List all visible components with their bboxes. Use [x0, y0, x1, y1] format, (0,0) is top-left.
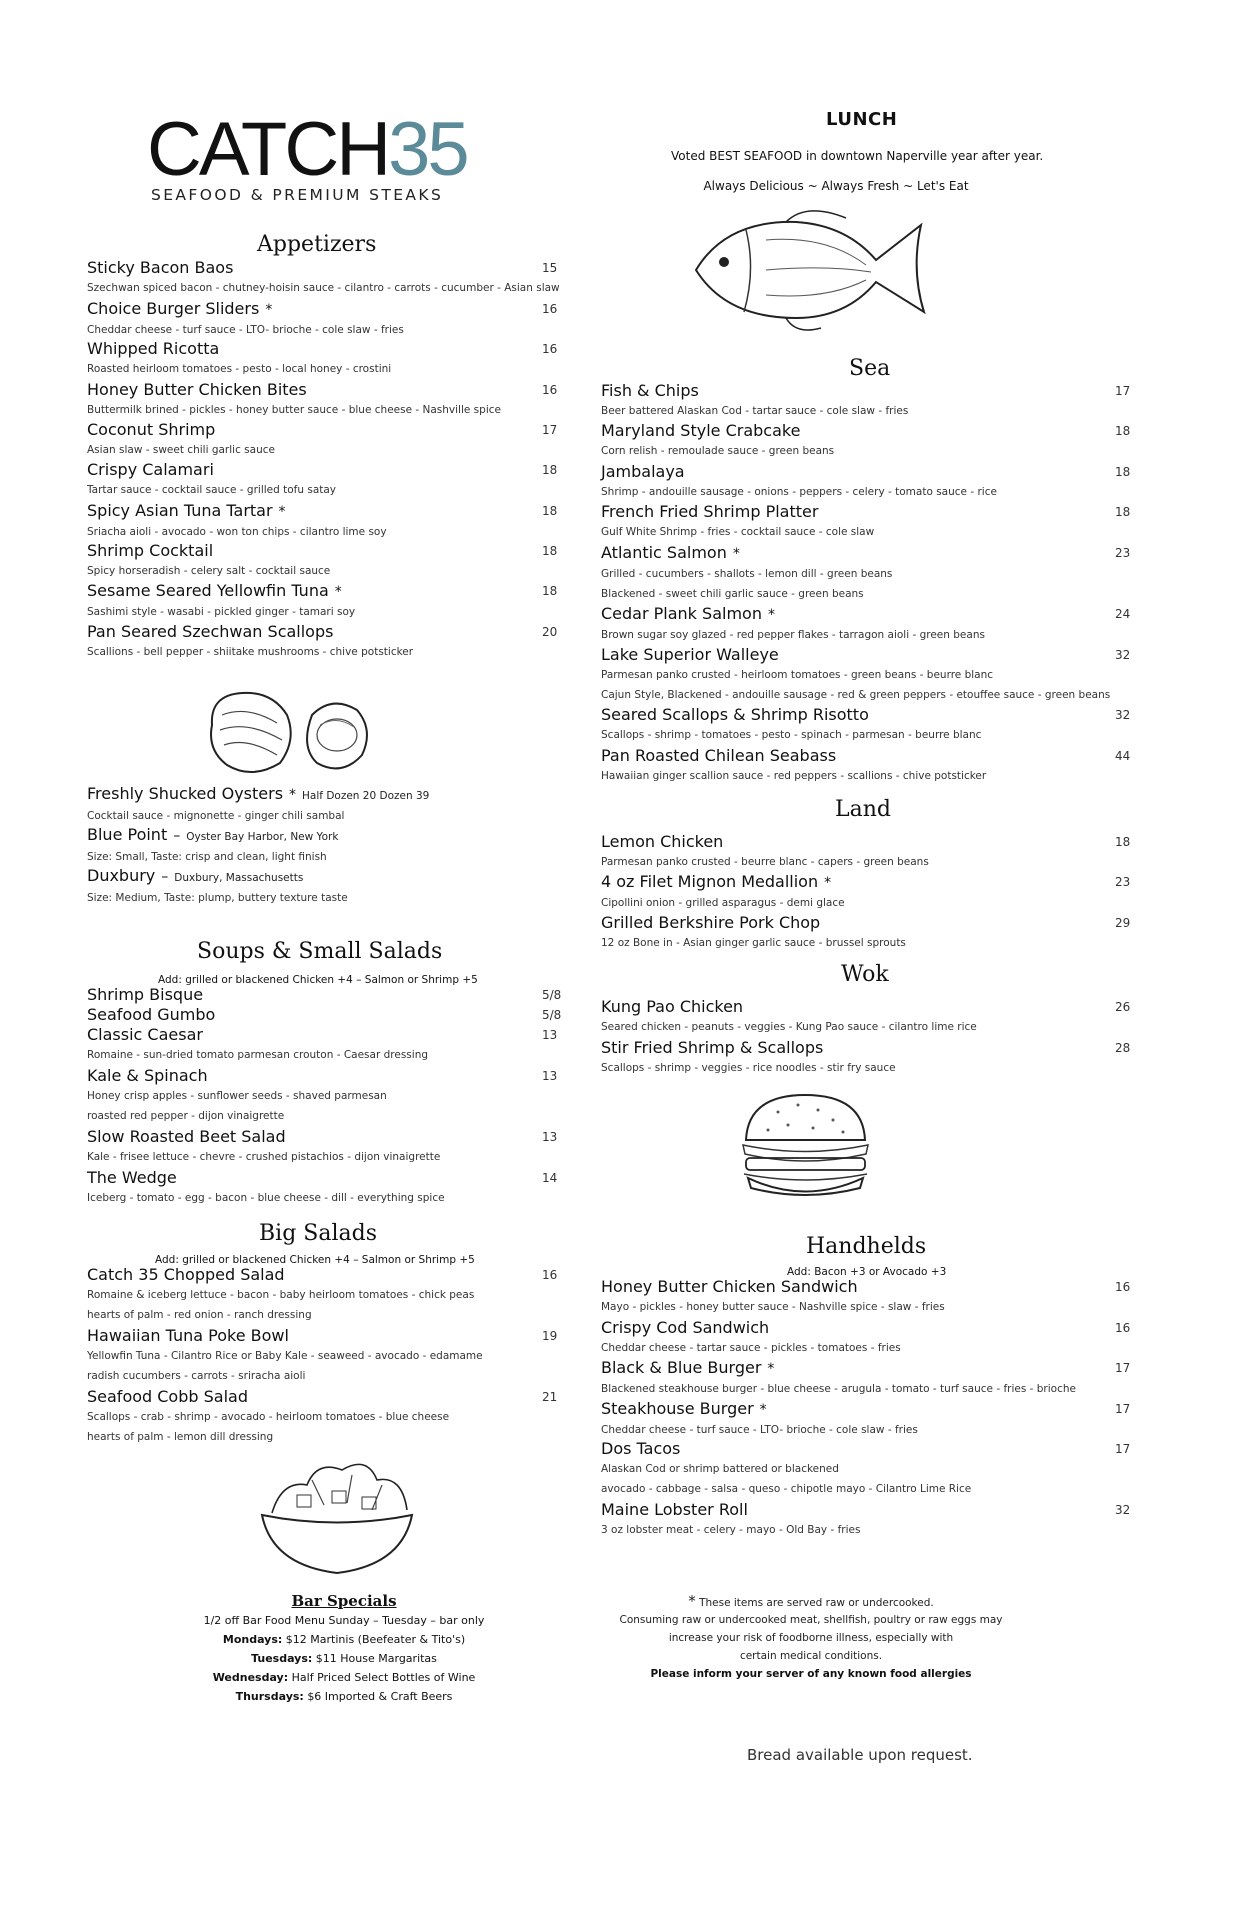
menu-item-name: French Fried Shrimp Platter — [601, 502, 819, 521]
menu-item-price: 17 — [1115, 1361, 1131, 1375]
menu-item — [601, 1399, 1131, 1440]
menu-item — [87, 1387, 587, 1447]
menu-item-name: Atlantic Salmon * — [601, 543, 740, 562]
menu-item-marker: * — [759, 1402, 767, 1418]
menu-item — [601, 705, 1131, 745]
menu-item-price: 5/8 — [542, 1008, 562, 1022]
menu-item-name: Grilled Berkshire Pork Chop — [601, 913, 821, 932]
menu-item-name: Lemon Chicken — [601, 832, 724, 851]
menu-item-name: Stir Fried Shrimp & Scallops — [601, 1038, 824, 1057]
menu-item-name: Crispy Cod Sandwich — [601, 1318, 770, 1337]
menu-item — [87, 460, 587, 500]
menu-item — [87, 299, 587, 340]
menu-item-description: Brown sugar soy glazed - red pepper flakes - tarragon aioli - green beans — [601, 629, 985, 641]
menu-item — [601, 421, 1131, 461]
sea-title: Sea — [849, 356, 891, 381]
menu-item — [601, 746, 1131, 786]
menu-item-description: hearts of palm - red onion - ranch dressing — [87, 1309, 312, 1321]
menu-item-price: 13 — [542, 1130, 558, 1144]
menu-item-description: Gulf White Shrimp - fries - cocktail sauce - cole slaw — [601, 526, 875, 538]
menu-item-description: Cheddar cheese - tartar sauce - pickles - tomatoes - fries — [601, 1342, 901, 1354]
menu-item-description: Romaine - sun-dried tomato parmesan crouton - Caesar dressing — [87, 1049, 429, 1061]
menu-item-price: 19 — [542, 1329, 558, 1343]
menu-item-price: 16 — [1115, 1321, 1131, 1335]
menu-item-price: 18 — [542, 463, 558, 477]
logo: CATCH35 — [147, 107, 467, 192]
menu-item-name: Spicy Asian Tuna Tartar * — [87, 501, 286, 520]
menu-item-description: Yellowfin Tuna - Cilantro Rice or Baby Kale - seaweed - avocado - edamame — [87, 1350, 483, 1362]
menu-item — [87, 339, 587, 379]
menu-item-name: Maryland Style Crabcake — [601, 421, 801, 440]
menu-item-description: Cheddar cheese - turf sauce - LTO- brioche - cole slaw - fries — [601, 1424, 918, 1436]
menu-item-name: Classic Caesar — [87, 1025, 203, 1044]
menu-item-name: Honey Butter Chicken Sandwich — [601, 1277, 858, 1296]
menu-item — [87, 420, 587, 460]
menu-item-price: 29 — [1115, 916, 1131, 930]
menu-item-description: Cipollini onion - grilled asparagus - demi glace — [601, 897, 845, 909]
menu-item-description: hearts of palm - lemon dill dressing — [87, 1431, 274, 1443]
menu-item-description: Blackened - sweet chili garlic sauce - green beans — [601, 588, 864, 600]
menu-item-price: 28 — [1115, 1041, 1131, 1055]
menu-item-price: 18 — [542, 544, 558, 558]
menu-item-description: Scallops - shrimp - veggies - rice noodles - stir fry sauce — [601, 1062, 896, 1074]
menu-item-description: Alaskan Cod or shrimp battered or blackened — [601, 1463, 839, 1475]
menu-item-name: The Wedge — [87, 1168, 177, 1187]
menu-item — [601, 502, 1131, 542]
menu-item-name: Duxbury – Duxbury, Massachusetts — [87, 866, 304, 885]
menu-item — [87, 380, 587, 420]
menu-item-description: Roasted heirloom tomatoes - pesto - local honey - crostini — [87, 363, 392, 375]
menu-item-description: Grilled - cucumbers - shallots - lemon dill - green beans — [601, 568, 893, 580]
menu-item — [601, 604, 1131, 645]
menu-item-description: Szechwan spiced bacon - chutney-hoisin sauce - cilantro - carrots - cucumber - Asian slaw — [87, 282, 560, 294]
menu-item-description: Cocktail sauce - mignonette - ginger chili sambal — [87, 810, 345, 822]
menu-item-price: 16 — [542, 302, 558, 316]
menu-item — [601, 462, 1131, 502]
menu-item-name: Choice Burger Sliders * — [87, 299, 273, 318]
menu-item-name: Seafood Gumbo — [87, 1005, 216, 1024]
menu-item — [601, 832, 1131, 872]
salad-bowl-illustration-icon — [252, 1455, 422, 1580]
menu-item — [87, 501, 587, 542]
menu-item-name: Dos Tacos — [601, 1439, 681, 1458]
menu-item-marker: * — [289, 787, 297, 803]
menu-item-name: Kung Pao Chicken — [601, 997, 744, 1016]
menu-item-name: Freshly Shucked Oysters * Half Dozen 20 Dozen 39 — [87, 784, 430, 803]
menu-item-description: Beer battered Alaskan Cod - tartar sauce - cole slaw - fries — [601, 405, 909, 417]
menu-item-description: Scallions - bell pepper - shiitake mushrooms - chive potsticker — [87, 646, 414, 658]
menu-item — [601, 1439, 1131, 1499]
menu-item-marker: – — [161, 869, 169, 885]
menu-item-name: Jambalaya — [601, 462, 685, 481]
menu-item — [87, 1168, 587, 1208]
menu-item-name: Black & Blue Burger * — [601, 1358, 775, 1377]
menu-item — [87, 1066, 587, 1126]
menu-item-inline-note: Oyster Bay Harbor, New York — [186, 831, 339, 843]
menu-item-description: radish cucumbers - carrots - sriracha aioli — [87, 1370, 306, 1382]
menu-item-description: Cajun Style, Blackened - andouille sausage - red & green peppers - etouffee sauce - green beans — [601, 689, 1111, 701]
menu-item-description: Seared chicken - peanuts - veggies - Kung Pao sauce - cilantro lime rice — [601, 1021, 977, 1033]
land-title: Land — [835, 797, 891, 822]
menu-item-name: Slow Roasted Beet Salad — [87, 1127, 286, 1146]
menu-item-name: Shrimp Bisque — [87, 985, 204, 1004]
menu-item-description: Cheddar cheese - turf sauce - LTO- brioche - cole slaw - fries — [87, 324, 404, 336]
disclaimer-star-icon: * — [688, 1592, 696, 1610]
handhelds-title: Handhelds — [806, 1234, 927, 1259]
menu-item-name: Catch 35 Chopped Salad — [87, 1265, 285, 1284]
bar-special-row: Thursdays: $6 Imported & Craft Beers — [235, 1690, 453, 1703]
menu-item-name: Shrimp Cocktail — [87, 541, 214, 560]
lunch-title: LUNCH — [826, 109, 898, 130]
menu-item-price: 18 — [1115, 424, 1131, 438]
menu-item-price: 24 — [1115, 607, 1131, 621]
menu-item-price: 18 — [1115, 465, 1131, 479]
menu-item-price: 17 — [1115, 384, 1131, 398]
bar-specials-line: 1/2 off Bar Food Menu Sunday – Tuesday – bar only — [203, 1614, 485, 1627]
menu-item-price: 23 — [1115, 875, 1131, 889]
menu-item-price: 32 — [1115, 1503, 1131, 1517]
fish-illustration-icon — [686, 200, 931, 340]
menu-item-price: 17 — [1115, 1442, 1131, 1456]
menu-item-marker: * — [334, 584, 342, 600]
menu-item-price: 26 — [1115, 1000, 1131, 1014]
menu-item-name: Pan Roasted Chilean Seabass — [601, 746, 837, 765]
menu-item-name: 4 oz Filet Mignon Medallion * — [601, 872, 832, 891]
menu-item-description: Corn relish - remoulade sauce - green beans — [601, 445, 835, 457]
tagline-always-fresh: Always Delicious ~ Always Fresh ~ Let's Eat — [703, 179, 969, 193]
menu-item-price: 17 — [542, 423, 558, 437]
burger-illustration-icon — [738, 1090, 873, 1200]
menu-item — [601, 1500, 1131, 1540]
menu-item-description: Tartar sauce - cocktail sauce - grilled tofu satay — [87, 484, 337, 496]
menu-item-name: Pan Seared Szechwan Scallops — [87, 622, 334, 641]
menu-item-description: Honey crisp apples - sunflower seeds - shaved parmesan — [87, 1090, 387, 1102]
menu-item-name: Honey Butter Chicken Bites — [87, 380, 307, 399]
wok-title: Wok — [841, 962, 889, 987]
menu-item-name: Seafood Cobb Salad — [87, 1387, 248, 1406]
menu-item — [601, 872, 1131, 913]
menu-item-name: Cedar Plank Salmon * — [601, 604, 775, 623]
menu-item-inline-note: Half Dozen 20 Dozen 39 — [302, 790, 430, 802]
menu-item-price: 32 — [1115, 648, 1131, 662]
big-salads-title: Big Salads — [259, 1221, 377, 1246]
menu-item — [87, 1005, 587, 1025]
menu-item — [87, 581, 587, 622]
menu-item-description: Parmesan panko crusted - beurre blanc - capers - green beans — [601, 856, 929, 868]
menu-item-description: Romaine & iceberg lettuce - bacon - baby heirloom tomatoes - chick peas — [87, 1289, 475, 1301]
menu-item — [87, 622, 587, 662]
menu-item-price: 23 — [1115, 546, 1131, 560]
menu-item-description: Asian slaw - sweet chili garlic sauce — [87, 444, 275, 456]
menu-item — [87, 1265, 587, 1325]
menu-item — [601, 381, 1131, 421]
menu-item — [87, 1127, 587, 1167]
menu-item-description: Size: Medium, Taste: plump, buttery texture taste — [87, 892, 348, 904]
raw-food-disclaimer: * These items are served raw or undercooked. Consuming raw or undercooked meat, shellfish, poultry or raw eggs may increase your risk of foodborne illness, especially with certain medical conditions. Please inform your server of any known food allergies — [619, 1592, 1003, 1680]
menu-item-price: 18 — [1115, 505, 1131, 519]
logo-subtitle: SEAFOOD & PREMIUM STEAKS — [151, 186, 444, 204]
soups-note: Add: grilled or blackened Chicken +4 – Salmon or Shrimp +5 — [158, 974, 478, 986]
menu-item-name: Lake Superior Walleye — [601, 645, 779, 664]
menu-item-price: 18 — [542, 504, 558, 518]
menu-item-description: Buttermilk brined - pickles - honey butter sauce - blue cheese - Nashville spice — [87, 404, 501, 416]
menu-item-description: Iceberg - tomato - egg - bacon - blue cheese - dill - everything spice — [87, 1192, 445, 1204]
menu-item-name: Kale & Spinach — [87, 1066, 208, 1085]
menu-item-price: 16 — [542, 383, 558, 397]
menu-item-price: 21 — [542, 1390, 558, 1404]
menu-item-description: Size: Small, Taste: crisp and clean, light finish — [87, 851, 327, 863]
menu-item-description: 3 oz lobster meat - celery - mayo - Old Bay - fries — [601, 1524, 861, 1536]
menu-item-marker: * — [265, 302, 273, 318]
menu-item — [601, 645, 1131, 705]
menu-item-marker: * — [767, 1361, 775, 1377]
menu-item-description: Hawaiian ginger scallion sauce - red peppers - scallions - chive potsticker — [601, 770, 987, 782]
menu-item-price: 13 — [542, 1069, 558, 1083]
menu-item-name: Sesame Seared Yellowfin Tuna * — [87, 581, 342, 600]
menu-item-description: Sashimi style - wasabi - pickled ginger - tamari soy — [87, 606, 356, 618]
menu-item-description: 12 oz Bone in - Asian ginger garlic sauce - brussel sprouts — [601, 937, 906, 949]
menu-item-description: Blackened steakhouse burger - blue cheese - arugula - tomato - turf sauce - fries - brioche — [601, 1383, 1076, 1395]
menu-item-price: 44 — [1115, 749, 1131, 763]
menu-item-name: Coconut Shrimp — [87, 420, 216, 439]
menu-item-name: Seared Scallops & Shrimp Risotto — [601, 705, 869, 724]
menu-item-price: 16 — [1115, 1280, 1131, 1294]
menu-item-description: Parmesan panko crusted - heirloom tomatoes - green beans - beurre blanc — [601, 669, 994, 681]
bar-special-row: Mondays: $12 Martinis (Beefeater & Tito's) — [222, 1633, 466, 1646]
bar-special-row: Wednesday: Half Priced Select Bottles of Wine — [212, 1671, 476, 1684]
menu-item-marker: * — [732, 546, 740, 562]
menu-item-inline-note: Duxbury, Massachusetts — [174, 872, 304, 884]
menu-item-name: Fish & Chips — [601, 381, 699, 400]
menu-item-name: Hawaiian Tuna Poke Bowl — [87, 1326, 289, 1345]
bread-note: Bread available upon request. — [747, 1746, 973, 1764]
menu-item-description: roasted red pepper - dijon vinaigrette — [87, 1110, 285, 1122]
menu-item-name: Blue Point – Oyster Bay Harbor, New York — [87, 825, 339, 844]
menu-item-price: 17 — [1115, 1402, 1131, 1416]
menu-item-description: Spicy horseradish - celery salt - cocktail sauce — [87, 565, 331, 577]
menu-item-name: Maine Lobster Roll — [601, 1500, 748, 1519]
menu-item-marker: * — [767, 607, 775, 623]
menu-item — [601, 1358, 1131, 1399]
menu-item-price: 20 — [542, 625, 558, 639]
menu-item — [87, 1025, 587, 1065]
menu-item-name: Whipped Ricotta — [87, 339, 220, 358]
menu-item — [601, 913, 1131, 953]
menu-item — [87, 985, 587, 1005]
menu-item-price: 14 — [542, 1171, 558, 1185]
bar-specials-title: Bar Specials — [291, 1592, 397, 1610]
menu-item-price: 5/8 — [542, 988, 562, 1002]
appetizers-title: Appetizers — [257, 232, 377, 257]
menu-item-name: Crispy Calamari — [87, 460, 214, 479]
oyster-illustration-icon — [192, 685, 432, 775]
menu-item — [87, 1326, 587, 1386]
menu-item-description: Kale - frisee lettuce - chevre - crushed pistachios - dijon vinaigrette — [87, 1151, 441, 1163]
bar-specials — [194, 1592, 494, 1703]
menu-item-marker: * — [278, 504, 286, 520]
menu-item-price: 15 — [542, 261, 558, 275]
menu-item — [601, 1277, 1131, 1317]
bar-specials-days — [194, 1633, 494, 1703]
menu-item — [601, 1038, 1131, 1078]
menu-item-description: Scallops - crab - shrimp - avocado - heirloom tomatoes - blue cheese — [87, 1411, 450, 1423]
bar-special-row: Tuesdays: $11 House Margaritas — [251, 1652, 437, 1665]
soups-title: Soups & Small Salads — [197, 939, 443, 964]
menu-item-name: Sticky Bacon Baos — [87, 258, 234, 277]
menu-item — [87, 784, 587, 826]
menu-item — [87, 825, 587, 867]
menu-item-marker: – — [173, 828, 181, 844]
menu-item-description: avocado - cabbage - salsa - queso - chipotle mayo - Cilantro Lime Rice — [601, 1483, 972, 1495]
menu-item — [87, 258, 587, 298]
menu-item-name: Steakhouse Burger * — [601, 1399, 767, 1418]
menu-item-price: 13 — [542, 1028, 558, 1042]
menu-item-price: 18 — [1115, 835, 1131, 849]
menu-item-description: Mayo - pickles - honey butter sauce - Nashville spice - slaw - fries — [601, 1301, 945, 1313]
menu-item-marker: * — [824, 875, 832, 891]
menu-item-price: 18 — [542, 584, 558, 598]
menu-item-price: 16 — [542, 342, 558, 356]
tagline-best-seafood: Voted BEST SEAFOOD in downtown Naperville year after year. — [671, 149, 1044, 163]
menu-item-description: Scallops - shrimp - tomatoes - pesto - spinach - parmesan - beurre blanc — [601, 729, 982, 741]
menu-item — [601, 543, 1131, 604]
menu-item — [87, 541, 587, 581]
menu-item — [601, 997, 1131, 1037]
menu-item — [87, 866, 587, 908]
handhelds-note: Add: Bacon +3 or Avocado +3 — [787, 1266, 947, 1278]
menu-item-price: 32 — [1115, 708, 1131, 722]
menu-item-description: Sriacha aioli - avocado - won ton chips - cilantro lime soy — [87, 526, 387, 538]
menu-item-price: 16 — [542, 1268, 558, 1282]
menu-item — [601, 1318, 1131, 1358]
menu-item-description: Shrimp - andouille sausage - onions - peppers - celery - tomato sauce - rice — [601, 486, 997, 498]
big-salads-note: Add: grilled or blackened Chicken +4 – Salmon or Shrimp +5 — [155, 1254, 475, 1266]
